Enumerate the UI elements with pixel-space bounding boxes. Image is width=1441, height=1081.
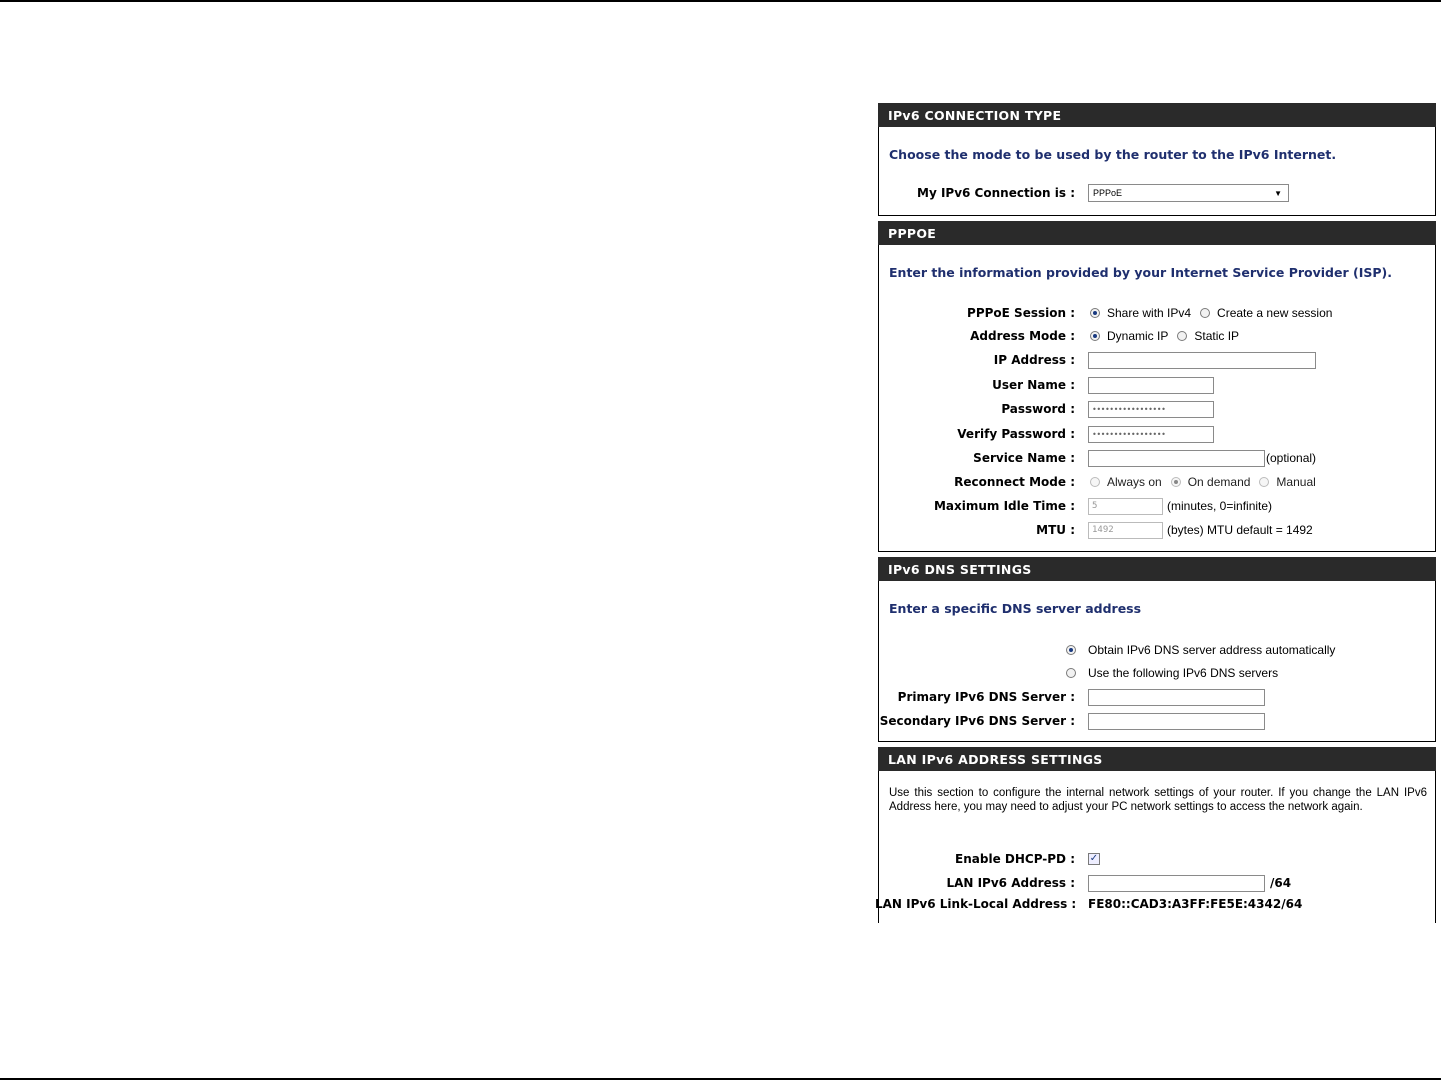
connection-type-header: IPv6 CONNECTION TYPE [878,103,1436,127]
pppoe-header: PPPOE [878,221,1436,245]
dns-header: IPv6 DNS SETTINGS [878,557,1436,581]
new-session-radio[interactable] [1200,308,1210,318]
service-name-input[interactable] [1088,450,1265,467]
pppoe-panel [878,221,1436,552]
static-ip-radio[interactable] [1177,331,1187,341]
lan-address-row [879,873,1435,893]
connection-row [879,183,1435,203]
dns-auto-row [879,640,1435,660]
on-demand-radio[interactable] [1171,477,1181,487]
ip-address-input[interactable] [1088,352,1316,369]
on-demand-label: On demand [1187,475,1251,489]
reconnect-mode-row [879,472,1435,492]
dynamic-ip-label: Dynamic IP [1107,329,1169,343]
max-idle-suffix: (minutes, 0=infinite) [1167,499,1273,513]
primary-dns-row [879,687,1435,707]
secondary-dns-label: Secondary IPv6 DNS Server : [879,714,1075,728]
static-ip-label: Static IP [1194,329,1240,343]
share-ipv4-radio[interactable] [1090,308,1100,318]
lan-panel [875,747,1436,923]
dns-auto-label: Obtain IPv6 DNS server address automatically [1088,643,1336,657]
lan-address-suffix: /64 [1270,876,1292,890]
link-local-label: LAN IPv6 Link-Local Address : [875,897,1077,911]
bottom-rule [0,1078,1441,1080]
pppoe-session-row [879,303,1435,323]
max-idle-label: Maximum Idle Time : [933,499,1075,513]
lan-description: Use this section to configure the internal network settings of your router. If you change the LAN IPv6 Address here, you may need to adjust your PC network settings to access the network again. [889,787,1427,813]
manual-radio[interactable] [1259,477,1269,487]
primary-dns-input[interactable] [1088,689,1265,706]
pppoe-intro: Enter the information provided by your Internet Service Provider (ISP). [889,265,1392,280]
connection-label: My IPv6 Connection is : [917,186,1075,200]
mtu-suffix: (bytes) MTU default = 1492 [1167,523,1313,537]
settings-container [875,103,1436,928]
password-input[interactable]: ••••••••••••••••• [1088,401,1214,418]
dns-intro: Enter a specific DNS server address [889,601,1142,616]
verify-password-input[interactable]: ••••••••••••••••• [1088,426,1214,443]
address-mode-label: Address Mode : [970,329,1075,343]
pppoe-session-label: PPPoE Session : [967,306,1075,320]
dhcp-pd-checkbox[interactable]: ✓ [1089,853,1099,864]
dns-manual-row [879,663,1435,683]
max-idle-row [879,496,1435,516]
address-mode-row [879,326,1435,346]
lan-address-input[interactable] [1088,875,1265,892]
verify-password-label: Verify Password : [957,427,1075,441]
new-session-label: Create a new session [1217,306,1333,320]
password-row [879,399,1435,419]
manual-label: Manual [1276,475,1316,489]
user-name-label: User Name : [992,378,1075,392]
always-on-radio[interactable] [1090,477,1100,487]
dns-manual-radio[interactable] [1066,668,1076,678]
primary-dns-label: Primary IPv6 DNS Server : [897,690,1075,704]
service-name-suffix: (optional) [1266,451,1317,465]
top-rule [0,0,1441,2]
mtu-label: MTU : [1036,523,1075,537]
user-name-row [879,375,1435,395]
share-ipv4-label: Share with IPv4 [1107,306,1192,320]
lan-header: LAN IPv6 ADDRESS SETTINGS [878,747,1436,771]
ip-address-label: IP Address : [993,353,1075,367]
dynamic-ip-radio[interactable] [1090,331,1100,341]
connection-type-select[interactable] [1088,184,1289,202]
dns-manual-label: Use the following IPv6 DNS servers [1088,666,1279,680]
service-name-row [879,448,1435,468]
connection-type-panel [878,103,1436,216]
dhcp-pd-label: Enable DHCP-PD : [955,852,1075,866]
secondary-dns-input[interactable] [1088,713,1265,730]
connection-type-intro: Choose the mode to be used by the router to the IPv6 Internet. [889,147,1337,162]
reconnect-mode-label: Reconnect Mode : [954,475,1075,489]
link-local-value: FE80::CAD3:A3FF:FE5E:4342/64 [1088,897,1303,911]
connection-type-value: PPPoE [1093,188,1123,198]
lan-address-label: LAN IPv6 Address : [946,876,1075,890]
mtu-input[interactable]: 1492 [1088,522,1163,539]
max-idle-input[interactable]: 5 [1088,498,1163,515]
always-on-label: Always on [1107,475,1162,489]
dhcp-pd-row [879,849,1435,869]
user-name-input[interactable] [1088,377,1214,394]
ip-address-row [879,350,1435,370]
service-name-label: Service Name : [973,451,1075,465]
dns-auto-radio[interactable] [1066,645,1076,655]
dns-panel [878,557,1436,742]
password-label: Password : [1001,402,1075,416]
link-local-row [875,894,1435,914]
secondary-dns-row [879,711,1435,731]
mtu-row [879,520,1435,540]
chevron-down-icon: ▼ [1274,189,1282,198]
verify-password-row [879,424,1435,444]
